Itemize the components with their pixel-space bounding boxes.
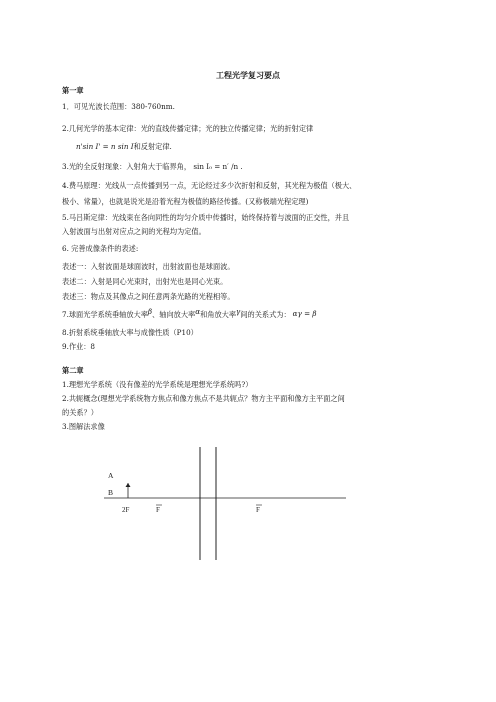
gamma-symbol: γ [236, 307, 241, 316]
ch1-item-1: 1．可见光波长范围：380-760nm. [62, 102, 175, 111]
ch1-item-4-line-1: 4.费马原理：光线从一点传播到另一点，无论经过多少次折射和反射，其光程为极值（极大、 [62, 181, 357, 190]
ch1-item-7-text-b: 、轴向放大率 [152, 310, 196, 319]
ch2-item-2-line-1: 2.共轭概念(理想光学系统物方焦点和像方焦点不是共轭点？物方主平面和像方主平面之间 [62, 394, 345, 403]
ch1-item-7-text-a: 7.球面光学系统垂轴放大率 [62, 310, 148, 319]
alpha-symbol: α [195, 307, 201, 316]
ch1-item-8: 8.折射系统垂轴放大率与成像性质（P10） [62, 328, 198, 337]
ch1-item-9: 9.作业：8 [62, 342, 95, 351]
ch1-item-4-line-2: 极小、常量），也就是说光是沿着光程为极值的路径传播。(又称极端光程定理) [62, 197, 309, 206]
ch1-expression-1: 表述一：入射波面是球面波时，出射波面也是球面波。 [62, 262, 235, 271]
point-a-label: A [108, 471, 114, 480]
ch1-item-3: 3.光的全反射现象：入射角大于临界角， sin I₀ = n′ /n . [62, 162, 243, 171]
ch2-item-2-line-2: 的关系？） [62, 408, 98, 417]
object-arrow-head [126, 483, 131, 487]
ch1-expression-3: 表述三：物点及其像点之间任意两条光路的光程相等。 [62, 292, 235, 301]
chapter-1-heading: 第一章 [62, 86, 84, 95]
ch1-item-7-text-c: 和角放大率 [200, 310, 237, 319]
ch2-item-1: 1.理想光学系统（没有像差的光学系统是理想光学系统吗?） [62, 380, 253, 389]
ch1-item-2-tail: 和反射定律. [133, 142, 172, 151]
ch1-item-7-text-d: 间的关系式为： [240, 310, 291, 319]
ch1-item-6: 6. 完善成像条件的表述: [62, 244, 139, 253]
ch1-item-5-line-1: 5.马吕斯定律：光线束在各向同性的均匀介质中传播时，始终保持着与波面的正交性，并且 [62, 213, 350, 222]
ch2-item-3: 3.图解法求像 [62, 422, 105, 431]
chapter-2-heading: 第二章 [62, 366, 84, 375]
ch1-item-5-line-2: 入射波面与出射对应点之间的光程均为定值。 [62, 227, 206, 236]
point-b-label: B [108, 488, 114, 497]
snell-formula: n'sin I' = n sin I [76, 142, 134, 151]
double-focal-label: 2F [122, 506, 130, 514]
beta-symbol: β [147, 307, 153, 316]
ch1-expression-2: 表述二：入射是同心光束时，出射光也是同心光束。 [62, 277, 228, 286]
ch1-item-2: 2.几何光学的基本定律：光的直线传播定律；光的独立传播定律；光的折射定律 [62, 124, 314, 133]
magnification-formula: αγ = β [292, 309, 317, 318]
object-focus-label: F [156, 506, 160, 514]
image-focus-label: F [256, 506, 260, 514]
document-title: 工程光学复习要点 [216, 70, 280, 80]
